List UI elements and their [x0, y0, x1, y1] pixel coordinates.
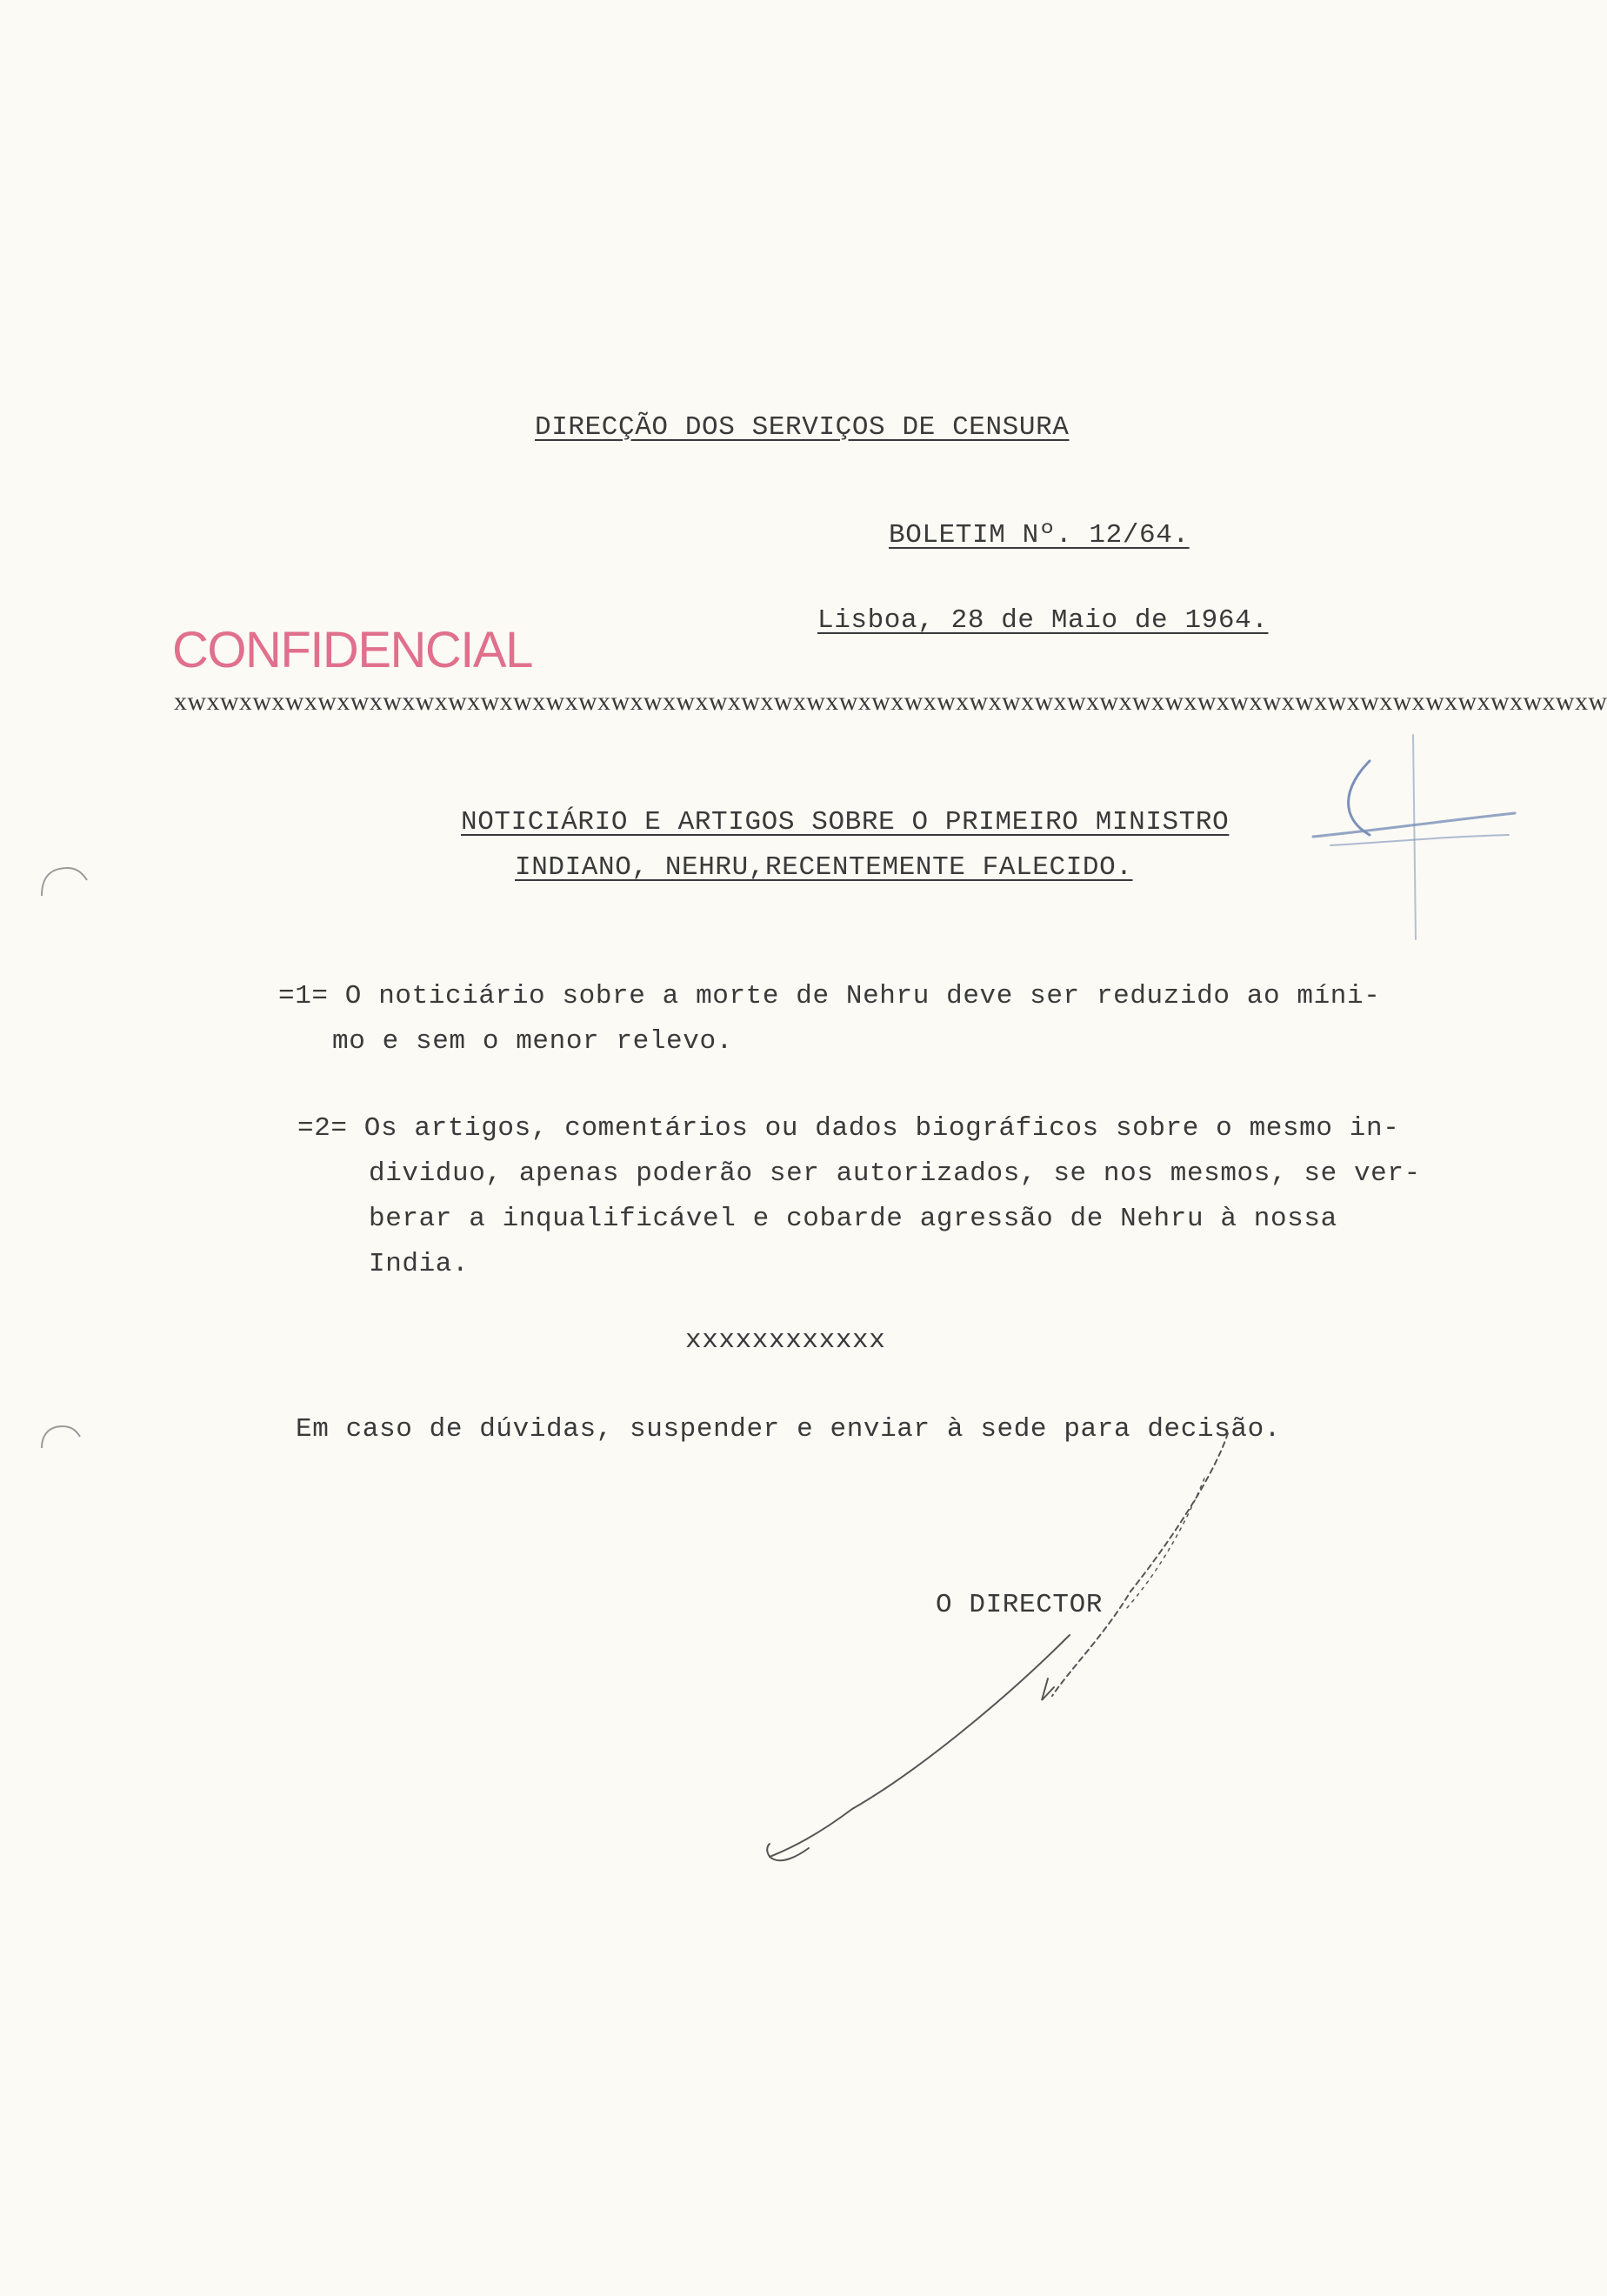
bulletin-number: BOLETIM Nº. 12/64. — [889, 520, 1190, 551]
signature-scribble-icon — [767, 1433, 1228, 1860]
item-2-line-1: =2= Os artigos, comentários ou dados biográficos sobre o mesmo in- — [297, 1113, 1400, 1144]
item-1-line-1: =1= O noticiário sobre a morte de Nehru deve ser reduzido ao míni- — [278, 981, 1381, 1011]
place-date: Lisboa, 28 de Maio de 1964. — [817, 605, 1269, 636]
signature-title: O DIRECTOR — [936, 1590, 1104, 1620]
subject-line-2: INDIANO, NEHRU,RECENTEMENTE FALECIDO. — [515, 852, 1133, 883]
item-2-line-3: berar a inqualificável e cobarde agressão de Nehru à nossa — [369, 1204, 1337, 1234]
subject-line-1: NOTICIÁRIO E ARTIGOS SOBRE O PRIMEIRO MINISTRO — [461, 807, 1230, 838]
department-heading: DIRECÇÃO DOS SERVIÇOS DE CENSURA — [535, 412, 1070, 443]
closing-note: Em caso de dúvidas, suspender e enviar à sede para decisão. — [296, 1414, 1281, 1445]
section-divider: xxxxxxxxxxxx — [685, 1325, 886, 1356]
item-2-line-4: India. — [369, 1249, 470, 1279]
separator-line: xwxwxwxwxwxwxwxwxwxwxwxwxwxwxwxwxwxwxwxwxwxwxwxwxwxwxwxwxwxwxwxwxwxwxwxwxwxwxwxwxwxwxwxw — [174, 687, 1607, 716]
item-2-line-2: dividuo, apenas poderão ser autorizados, se nos mesmos, se ver- — [369, 1158, 1421, 1189]
confidential-stamp: CONFIDENCIAL — [172, 622, 532, 678]
item-1-line-2: mo e sem o menor relevo. — [332, 1026, 733, 1057]
punch-hole-icon — [42, 868, 87, 1448]
blue-pencil-mark-icon — [1313, 735, 1515, 939]
